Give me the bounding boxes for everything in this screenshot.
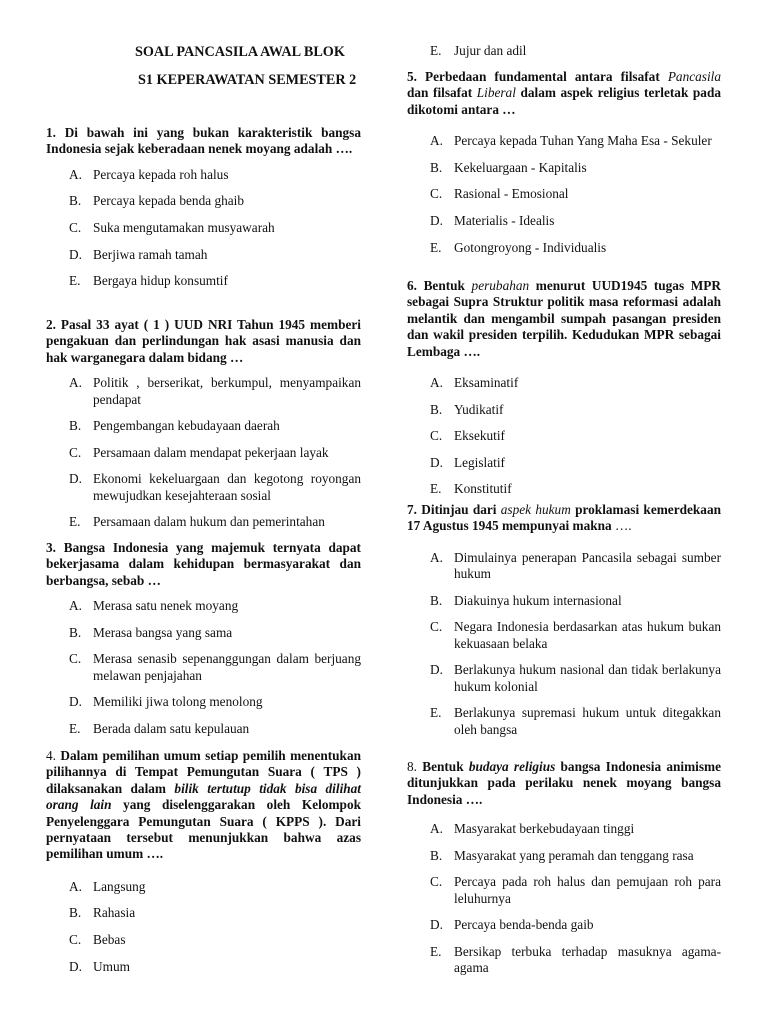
question-text-segment: 1. Di bawah ini yang bukan karakteristik bangsa Indonesia sejak keberadaan nenek moyang adalah …. — [46, 125, 361, 157]
answer-option — [46, 220, 361, 236]
question-text — [46, 317, 361, 366]
question-text-segment: Bentuk — [422, 759, 469, 774]
option-letter: B. — [430, 401, 443, 417]
answer-option — [407, 43, 721, 59]
option-letter: D. — [69, 958, 82, 974]
answer-option — [46, 879, 361, 895]
question-text-segment: Dalam pemilihan umum setiap pemilih menentukan pilihannya di Tempat Pemungutan Suara ( TPS ) dilaksanakan dalam — [46, 748, 362, 796]
option-text: Rasional - Emosional — [454, 186, 569, 202]
option-text: Percaya kepada roh halus — [93, 166, 229, 182]
question-text — [407, 69, 721, 118]
answer-options — [407, 375, 721, 498]
option-text: Eksaminatif — [454, 375, 519, 391]
answer-options — [407, 133, 721, 256]
option-letter: B. — [69, 193, 82, 209]
option-text: Diakuinya hukum internasional — [454, 592, 622, 608]
answer-option — [46, 905, 361, 921]
answer-option — [407, 186, 721, 202]
option-letter: E. — [69, 721, 81, 736]
answer-option — [407, 428, 721, 444]
option-letter: B. — [430, 159, 443, 175]
answer-option — [46, 445, 361, 461]
option-letter: C. — [69, 444, 82, 460]
option-letter: E. — [430, 43, 442, 58]
answer-option — [46, 625, 361, 641]
answer-option — [407, 160, 721, 176]
answer-options — [407, 550, 721, 738]
question-text-segment: menurut UUD1945 tugas MPR sebagai Supra Struktur politik masa reformasi adalah melantik dan mengambil sumpah pasangan presiden dan wakil presiden terpilih. Kedudukan MPR sebagai Lembaga …. — [407, 278, 721, 359]
question — [46, 748, 361, 975]
option-letter: A. — [430, 821, 443, 837]
answer-option — [46, 651, 361, 684]
option-letter: D. — [69, 471, 82, 487]
answer-option — [46, 247, 361, 263]
option-letter: D. — [430, 662, 443, 678]
question-text — [407, 759, 721, 808]
answer-options — [46, 598, 361, 737]
option-text: Percaya kepada benda ghaib — [93, 193, 244, 209]
answer-option — [407, 705, 721, 738]
answer-option — [407, 874, 721, 907]
question-text-italic: bilik tertutup tidak bisa dilihat orang lain — [46, 780, 361, 813]
option-text: Percaya kepada Tuhan Yang Maha Esa - Sekuler — [454, 133, 712, 149]
answer-option — [46, 375, 361, 408]
option-letter: A. — [430, 133, 443, 149]
option-text: Persamaan dalam hukum dan pemerintahan — [93, 514, 325, 530]
question-text-italic: Pancasila — [667, 69, 721, 84]
option-letter: C. — [430, 428, 443, 444]
answer-option — [46, 167, 361, 183]
option-text: Dimulainya penerapan Pancasila sebagai sumber hukum — [454, 549, 721, 582]
question-text-segment: bangsa Indonesia animisme ditunjukkan pada perilaku nenek moyang bangsa Indonesia …. — [407, 759, 721, 807]
option-letter: C. — [69, 932, 82, 948]
option-letter: E. — [430, 705, 442, 721]
answer-options — [46, 879, 361, 975]
question — [407, 759, 721, 977]
option-letter: E. — [430, 944, 442, 959]
question-number: 8. — [407, 759, 423, 774]
option-text: Eksekutif — [454, 428, 505, 444]
option-text: Memiliki jiwa tolong menolong — [93, 694, 263, 710]
question-text-segment: proklamasi kemerdekaan 17 Agustus 1945 mempunyai makna — [407, 502, 721, 534]
option-letter: D. — [430, 917, 443, 933]
option-letter: B. — [430, 592, 443, 608]
document-subtitle: S1 KEPERAWATAN SEMESTER 2 — [138, 72, 357, 88]
question-number: 4. — [46, 748, 61, 763]
answer-option — [407, 402, 721, 418]
option-letter: E. — [69, 514, 81, 530]
answer-option — [46, 932, 361, 948]
question-text — [46, 125, 361, 158]
answer-option — [46, 694, 361, 710]
option-text: Bergaya hidup konsumtif — [93, 273, 228, 289]
answer-options — [407, 821, 721, 977]
question — [46, 540, 361, 737]
question-text-segment: 2. Pasal 33 ayat ( 1 ) UUD NRI Tahun 1945 memberi pengakuan dan perlindungan hak asasi manusia dan hak warganegara dalam bidang … — [46, 317, 361, 365]
option-letter: D. — [430, 454, 443, 470]
option-letter: C. — [430, 619, 443, 635]
answer-option — [407, 213, 721, 229]
question — [407, 43, 721, 59]
option-letter: B. — [69, 624, 82, 640]
option-text: Jujur dan adil — [454, 43, 527, 58]
option-letter: C. — [69, 651, 82, 667]
answer-option — [46, 273, 361, 289]
option-text: Persamaan dalam mendapat pekerjaan layak — [93, 444, 329, 460]
answer-options — [407, 43, 721, 59]
answer-option — [407, 375, 721, 391]
answer-option — [407, 240, 721, 256]
question-text-segment: 3. Bangsa Indonesia yang majemuk ternyata dapat bekerjasama dalam kehidupan bermasyarakat dan berbangsa, sebab … — [46, 540, 361, 588]
option-letter: C. — [430, 874, 443, 890]
question-text — [46, 540, 361, 589]
question-text — [46, 748, 361, 863]
option-letter: A. — [430, 549, 443, 565]
option-text: Percaya pada roh halus dan pemujaan roh para leluhurnya — [454, 874, 721, 906]
question-text-segment: dan filsafat — [407, 85, 477, 101]
answer-option — [407, 550, 721, 583]
question-text-italic: aspek hukum — [500, 502, 571, 517]
answer-option — [46, 721, 361, 737]
answer-option — [407, 133, 721, 149]
option-text: Masyarakat yang peramah dan tenggang rasa — [454, 847, 694, 863]
option-text: Suka mengutamakan musyawarah — [93, 220, 275, 235]
option-letter: B. — [430, 847, 443, 863]
option-text: Bebas — [93, 932, 126, 948]
question-text-segment: yang diselenggarakan oleh Kelompok Penyelenggara Pemungutan Suara ( KPPS ). Dari pernyataan tersebut menunjukkan bahwa azas pemilihan umum …. — [46, 797, 361, 862]
answer-option — [407, 481, 721, 497]
answer-option — [407, 848, 721, 864]
option-letter: B. — [69, 905, 82, 921]
option-letter: C. — [430, 186, 443, 202]
answer-option — [407, 821, 721, 837]
question-text-segment: 6. Bentuk — [407, 278, 472, 293]
option-letter: E. — [69, 273, 81, 289]
option-letter: A. — [69, 598, 82, 614]
option-letter: A. — [69, 375, 82, 391]
option-letter: E. — [430, 239, 442, 255]
answer-option — [46, 471, 361, 504]
option-text: Politik , berserikat, berkumpul, menyampaikan pendapat — [93, 375, 361, 407]
answer-option — [407, 944, 721, 977]
option-text: Bersikap terbuka terhadap masuknya agama-agama — [454, 944, 721, 976]
option-letter: E. — [430, 481, 442, 497]
document-title: SOAL PANCASILA AWAL BLOK — [135, 44, 345, 60]
question-text-segment: …. — [615, 518, 632, 534]
answer-option — [46, 598, 361, 614]
answer-option — [407, 455, 721, 471]
option-text: Merasa senasib sepenanggungan dalam berjuang melawan penjajahan — [93, 651, 361, 683]
option-letter: A. — [430, 375, 443, 391]
question-text-segment: 7. Ditinjau dari — [407, 502, 501, 517]
option-text: Berlakunya hukum nasional dan tidak berlakunya hukum kolonial — [454, 662, 721, 694]
question-text-segment: dalam aspek religius terletak pada dikotomi antara … — [407, 85, 721, 117]
option-letter: A. — [69, 878, 82, 894]
option-text: Materialis - Idealis — [454, 213, 555, 228]
option-text: Pengembangan kebudayaan daerah — [93, 418, 280, 434]
option-text: Gotongroyong - Individualis — [454, 239, 607, 255]
option-text: Berlakunya supremasi hukum untuk ditegakkan oleh bangsa — [454, 705, 721, 737]
answer-option — [46, 193, 361, 209]
option-text: Berjiwa ramah tamah — [93, 246, 208, 262]
option-text: Merasa satu nenek moyang — [93, 598, 239, 614]
option-text: Umum — [93, 958, 130, 974]
option-letter: D. — [430, 213, 443, 228]
answer-option — [407, 593, 721, 609]
option-letter: D. — [69, 694, 82, 710]
answer-option — [407, 662, 721, 695]
answer-option — [46, 959, 361, 975]
option-text: Kekeluargaan - Kapitalis — [454, 159, 587, 175]
answer-option — [407, 619, 721, 652]
option-text: Ekonomi kekeluargaan dan kegotong royongan mewujudkan kesejahteraan sosial — [93, 471, 361, 503]
question — [407, 69, 721, 256]
answer-option — [407, 917, 721, 933]
question — [407, 502, 721, 738]
option-text: Konstitutif — [454, 481, 512, 497]
question-text-italic: perubahan — [471, 278, 530, 293]
answer-options — [46, 375, 361, 531]
question-text-italic: Liberal — [476, 85, 516, 101]
question-text-italic: budaya religius — [468, 759, 556, 774]
option-text: Legislatif — [454, 454, 505, 470]
option-text: Rahasia — [93, 905, 136, 921]
answer-option — [46, 514, 361, 530]
answer-options — [46, 167, 361, 290]
answer-option — [46, 418, 361, 434]
option-text: Negara Indonesia berdasarkan atas hukum bukan kekuasaan belaka — [454, 619, 721, 651]
option-text: Berada dalam satu kepulauan — [93, 721, 250, 736]
question-text — [407, 278, 721, 360]
option-letter: A. — [69, 166, 82, 182]
option-text: Percaya benda-benda gaib — [454, 917, 594, 933]
question — [46, 317, 361, 531]
option-letter: B. — [69, 418, 82, 434]
question-text-segment: 5. Perbedaan fundamental antara filsafat — [407, 69, 668, 84]
option-text: Masyarakat berkebudayaan tinggi — [454, 821, 635, 837]
option-letter: D. — [69, 246, 82, 262]
question — [407, 278, 721, 498]
question-text — [407, 502, 721, 535]
option-letter: C. — [69, 220, 82, 235]
question — [46, 125, 361, 290]
option-text: Langsung — [93, 878, 146, 894]
option-text: Yudikatif — [454, 401, 504, 417]
option-text: Merasa bangsa yang sama — [93, 624, 233, 640]
